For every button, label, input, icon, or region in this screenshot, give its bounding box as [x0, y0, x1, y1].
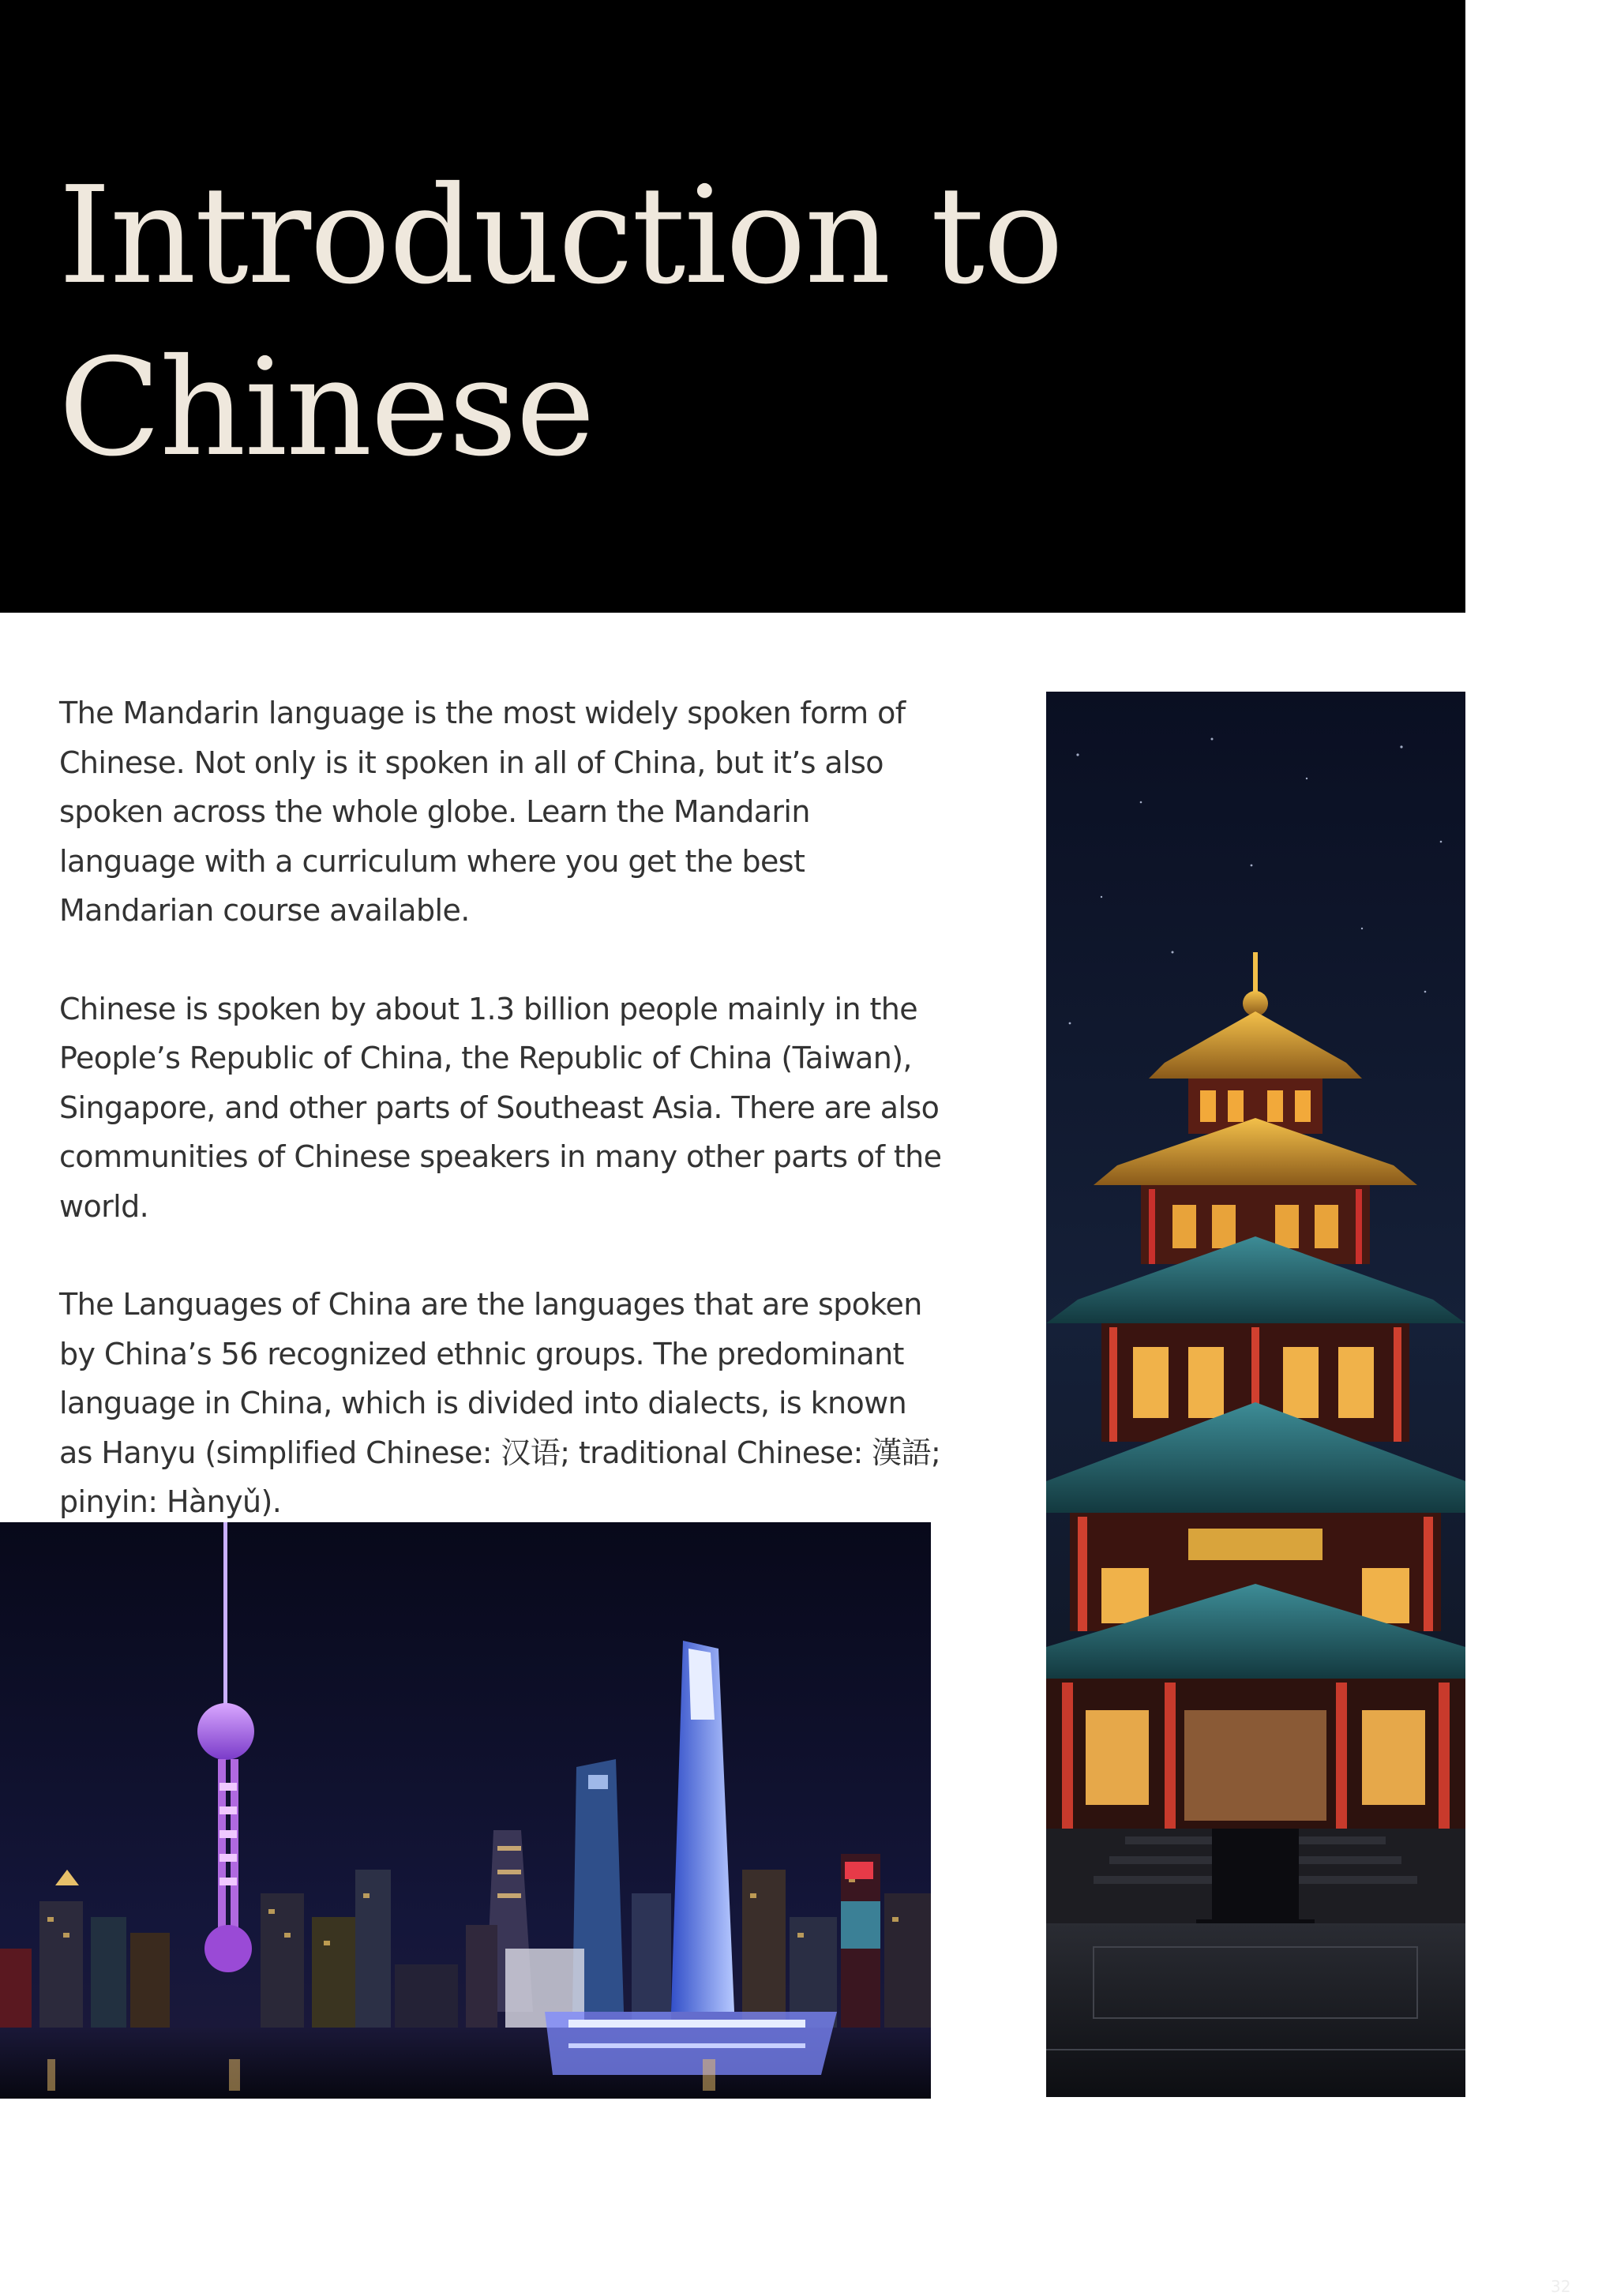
page-number: 32	[1551, 2277, 1571, 2296]
paragraph-1: The Mandarin language is the most widely spoken form of Chinese. Not only is it spoken in all of China, but it’s also spoken across the whole globe. Learn the Mandarin language with a curriculum where you get the best Mandarian course available.	[59, 696, 906, 928]
pagoda-night-photo	[1046, 692, 1465, 2097]
header-band	[0, 0, 1465, 613]
paragraph-3: The Languages of China are the languages that are spoken by China’s 56 recognized ethnic groups. The predominant language in China, which is divided into dialects, is known as Hanyu (simplified Chinese: 汉语; traditional Chinese: 漢語; pinyin: Hànyǔ).	[59, 1287, 941, 1519]
shanghai-skyline-photo	[0, 1522, 931, 2099]
title-line-1: Introduction to	[58, 158, 1063, 314]
body-text	[59, 688, 944, 1576]
paragraph-2: Chinese is spoken by about 1.3 billion people mainly in the People’s Republic of China, the Republic of China (Taiwan), Singapore, and other parts of Southeast Asia. There are also communities of Chinese speakers in many other parts of the world.	[59, 991, 942, 1224]
page-title	[58, 150, 1401, 494]
title-line-2: Chinese	[58, 330, 594, 486]
